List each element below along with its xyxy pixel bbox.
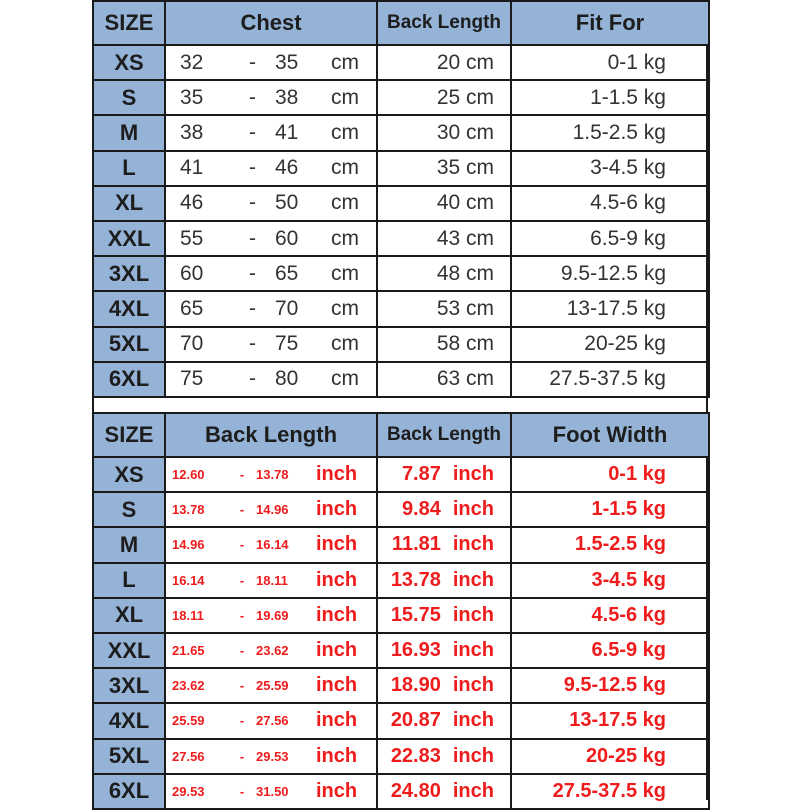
chest-max: 31.50 [256,783,289,799]
size-cell: 6XL [93,362,165,397]
fit-for-cell: 9.5-12.5 kg [511,256,709,291]
chest-min: 23.62 [172,678,205,694]
range-dash: - [239,502,245,518]
chest-range [166,81,376,114]
back-length-cell: 25 cm [377,80,511,115]
back-length-value [378,528,494,561]
table-row [93,80,709,115]
back-length-cell: 58 cm [377,327,511,362]
table-row [93,45,709,80]
back-length-cell [377,633,511,668]
back-length-cell [377,457,511,492]
range-dash: - [239,572,245,588]
back-length-cell [377,598,511,633]
chest-cell [165,221,377,256]
chest-cell [165,186,377,221]
fit-for-cell: 4.5-6 kg [511,598,709,633]
table-row [93,115,709,150]
size-cell: 3XL [93,256,165,291]
header-size: SIZE [93,1,165,45]
chest-unit: cm [331,85,359,109]
fit-for-cell: 20-25 kg [511,327,709,362]
chest-min: 27.56 [172,748,205,764]
chest-min: 65 [180,296,204,320]
chest-range [166,599,376,632]
table-row [93,598,709,633]
chest-min: 12.60 [172,467,205,483]
size-cell: L [93,151,165,186]
chest-min: 13.78 [172,502,205,518]
chest-unit: inch [316,463,358,486]
header-size: SIZE [93,413,165,457]
table-row [93,186,709,221]
table-header-row [93,413,709,457]
range-dash: - [249,226,256,250]
back-length-value [378,669,494,702]
fit-for-cell: 6.5-9 kg [511,221,709,256]
size-cell: M [93,527,165,562]
chest-max: 60 [275,226,299,250]
fit-for-cell: 3-4.5 kg [511,151,709,186]
fit-for-cell: 3-4.5 kg [511,563,709,598]
chest-cell [165,151,377,186]
size-cell: L [93,563,165,598]
chest-max: 19.69 [256,607,289,623]
chest-max: 65 [275,261,299,285]
chest-min: 41 [180,156,204,180]
table-header-row [93,1,709,45]
back-length-number: 7.87 [401,463,441,486]
chest-max: 25.59 [256,678,289,694]
header-chest: Chest [165,1,377,45]
range-dash: - [249,191,256,215]
chest-unit: cm [331,261,359,285]
chest-range [166,493,376,526]
size-cell: XS [93,45,165,80]
table-row [93,327,709,362]
chest-cell [165,457,377,492]
chest-min: 75 [180,367,204,391]
chest-range [166,704,376,737]
chest-range [166,116,376,149]
chest-cell [165,774,377,809]
size-cell: 6XL [93,774,165,809]
chest-range [166,46,376,79]
table-row [93,774,709,809]
back-length-number: 20.87 [390,709,441,732]
chest-min: 60 [180,261,204,285]
size-cell: 4XL [93,703,165,738]
table-separator [92,386,708,412]
chest-cell [165,291,377,326]
table-row [93,527,709,562]
chest-unit: cm [331,50,359,74]
chest-min: 38 [180,120,204,144]
chest-cell [165,527,377,562]
fit-for-cell: 13-17.5 kg [511,291,709,326]
chest-unit: inch [316,533,358,556]
chest-unit: cm [331,191,359,215]
chest-min: 46 [180,191,204,215]
chest-range [166,775,376,808]
chest-unit: inch [316,744,358,767]
chest-max: 70 [275,296,299,320]
chest-min: 70 [180,332,204,356]
range-dash: - [239,537,245,553]
chest-unit: cm [331,226,359,250]
range-dash: - [239,748,245,764]
chest-cell [165,115,377,150]
fit-for-cell: 27.5-37.5 kg [511,774,709,809]
range-dash: - [249,50,256,74]
chest-max: 23.62 [256,643,289,659]
range-dash: - [249,332,256,356]
back-length-cell [377,492,511,527]
chest-max: 75 [275,332,299,356]
back-length-value [378,704,494,737]
fit-for-cell: 1.5-2.5 kg [511,527,709,562]
back-length-cell [377,703,511,738]
range-dash: - [249,156,256,180]
range-dash: - [239,607,245,623]
back-length-cell: 30 cm [377,115,511,150]
chest-cell [165,80,377,115]
chest-max: 46 [275,156,299,180]
chest-cell [165,256,377,291]
size-cell: 4XL [93,291,165,326]
back-length-value [378,775,494,808]
chest-range [166,152,376,185]
size-cell: 5XL [93,739,165,774]
chest-unit: cm [331,120,359,144]
back-length-number: 22.83 [390,744,441,767]
range-dash: - [249,367,256,391]
back-length-value [378,634,494,667]
table-row [93,703,709,738]
chest-cell [165,598,377,633]
chest-min: 18.11 [172,607,204,623]
range-dash: - [249,261,256,285]
table-row [93,291,709,326]
back-length-number: 9.84 [401,498,441,521]
chest-cell [165,492,377,527]
size-cell: XS [93,457,165,492]
chest-max: 50 [275,191,299,215]
chest-cell [165,668,377,703]
chest-min: 14.96 [172,537,205,553]
chest-max: 16.14 [256,537,289,553]
size-cell: XL [93,598,165,633]
chest-unit: cm [331,367,359,391]
back-length-cell [377,527,511,562]
back-length-cell: 35 cm [377,151,511,186]
fit-for-cell: 1-1.5 kg [511,492,709,527]
chest-max: 38 [275,85,299,109]
chest-cell [165,327,377,362]
chest-min: 16.14 [172,572,205,588]
back-length-unit: inch [452,533,494,556]
back-length-number: 11.81 [391,533,441,556]
chest-unit: inch [316,779,358,802]
size-cell: XXL [93,633,165,668]
chest-min: 32 [180,50,204,74]
fit-for-cell: 1-1.5 kg [511,80,709,115]
back-length-number: 18.90 [390,674,441,697]
chest-range [166,458,376,491]
back-length-cell [377,668,511,703]
size-cell: M [93,115,165,150]
chest-range [166,257,376,290]
header-fit-for: Fit For [511,1,709,45]
back-length-number: 24.80 [390,779,441,802]
table-row [93,151,709,186]
table-row [93,221,709,256]
back-length-value [378,564,494,597]
table-row [93,492,709,527]
chest-cell [165,633,377,668]
chest-unit: inch [316,674,358,697]
chest-range [166,328,376,361]
size-cell: XXL [93,221,165,256]
range-dash: - [239,713,245,729]
table-row [93,633,709,668]
chest-max: 18.11 [256,572,288,588]
header-foot-width: Foot Width [511,413,709,457]
back-length-number: 16.93 [390,639,441,662]
table-row [93,457,709,492]
chest-max: 13.78 [256,467,289,483]
header-back-length: Back Length [165,413,377,457]
back-length-cell: 43 cm [377,221,511,256]
back-length-cell: 63 cm [377,362,511,397]
range-dash: - [249,120,256,144]
fit-for-cell: 4.5-6 kg [511,186,709,221]
back-length-number: 15.75 [390,603,441,626]
size-cell: 5XL [93,327,165,362]
chest-max: 35 [275,50,299,74]
back-length-unit: inch [452,498,494,521]
chest-min: 29.53 [172,783,205,799]
chest-unit: cm [331,156,359,180]
chest-min: 25.59 [172,713,205,729]
fit-for-cell: 1.5-2.5 kg [511,115,709,150]
table-row [93,668,709,703]
chest-unit: inch [316,568,358,591]
fit-for-cell: 0-1 kg [511,457,709,492]
size-cell: 3XL [93,668,165,703]
back-length-number: 13.78 [390,568,441,591]
chest-unit: inch [316,603,358,626]
back-length-unit: inch [452,639,494,662]
back-length-cell [377,563,511,598]
table-row [93,563,709,598]
back-length-value [378,740,494,773]
back-length-unit: inch [452,744,494,767]
chest-cell [165,739,377,774]
size-table-cm [92,0,710,398]
chest-unit: inch [316,639,358,662]
fit-for-cell: 20-25 kg [511,739,709,774]
chest-range [166,564,376,597]
chest-range [166,528,376,561]
size-cell: S [93,492,165,527]
range-dash: - [239,643,245,659]
header-back-length: Back Length [377,413,511,457]
back-length-cell: 40 cm [377,186,511,221]
chest-range [166,634,376,667]
back-length-cell: 20 cm [377,45,511,80]
back-length-value [378,458,494,491]
size-cell: S [93,80,165,115]
range-dash: - [239,783,245,799]
chest-range [166,669,376,702]
chest-max: 80 [275,367,299,391]
chest-min: 35 [180,85,204,109]
chest-cell [165,703,377,738]
back-length-value [378,493,494,526]
fit-for-cell: 0-1 kg [511,45,709,80]
chest-cell [165,45,377,80]
chest-unit: inch [316,709,358,732]
chest-unit: cm [331,296,359,320]
chest-range [166,292,376,325]
range-dash: - [239,467,245,483]
fit-for-cell: 13-17.5 kg [511,703,709,738]
range-dash: - [239,678,245,694]
size-table-inch [92,412,710,810]
table-row [93,256,709,291]
chest-range [166,740,376,773]
chest-range [166,187,376,220]
chest-range [166,222,376,255]
range-dash: - [249,296,256,320]
chest-unit: cm [331,332,359,356]
table-row [93,739,709,774]
back-length-unit: inch [452,568,494,591]
range-dash: - [249,85,256,109]
chest-cell [165,563,377,598]
chest-min: 55 [180,226,204,250]
chest-max: 41 [275,120,299,144]
chest-unit: inch [316,498,358,521]
back-length-cell [377,774,511,809]
chest-max: 29.53 [256,748,289,764]
back-length-cell: 53 cm [377,291,511,326]
back-length-value [378,599,494,632]
back-length-unit: inch [452,674,494,697]
chest-max: 14.96 [256,502,289,518]
fit-for-cell: 27.5-37.5 kg [511,362,709,397]
back-length-cell [377,739,511,774]
back-length-unit: inch [452,463,494,486]
chest-max: 27.56 [256,713,289,729]
back-length-cell: 48 cm [377,256,511,291]
back-length-unit: inch [452,709,494,732]
back-length-unit: inch [452,603,494,626]
size-cell: XL [93,186,165,221]
header-back-length: Back Length [377,1,511,45]
fit-for-cell: 6.5-9 kg [511,633,709,668]
fit-for-cell: 9.5-12.5 kg [511,668,709,703]
back-length-unit: inch [452,779,494,802]
chest-min: 21.65 [172,643,205,659]
